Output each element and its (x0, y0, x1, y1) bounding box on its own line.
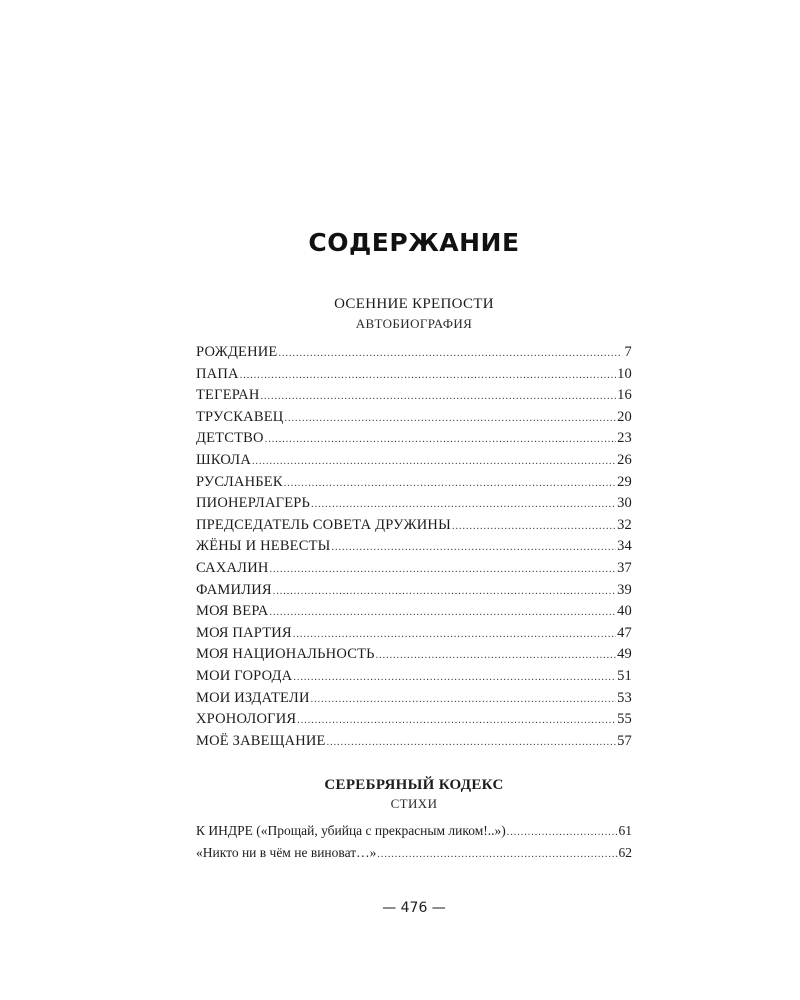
section-subtitle-poems: СТИХИ (390, 796, 438, 811)
toc-page-number: 51 (617, 667, 632, 684)
toc-entry[interactable] (196, 625, 632, 647)
toc-entry-title: МОИ ИЗДАТЕЛИ (196, 689, 310, 706)
toc-entry[interactable] (196, 517, 632, 539)
toc-page-number: 47 (617, 624, 632, 641)
toc-page-number: 20 (617, 408, 632, 425)
toc-entry[interactable] (196, 668, 632, 690)
toc-page-number: 40 (617, 603, 632, 620)
dot-leader (279, 348, 622, 359)
section-subtitle-autobiography: АВТОБИОГРАФИЯ (355, 316, 473, 331)
toc-entry-title: МОЯ НАЦИОНАЛЬНОСТЬ (196, 646, 375, 663)
toc-entry[interactable] (196, 430, 632, 452)
dot-leader (332, 542, 617, 553)
dot-leader (270, 564, 617, 575)
toc-entry-title: МОЯ ПАРТИЯ (196, 624, 292, 641)
toc-entry-title: ПИОНЕРЛАГЕРЬ (196, 495, 311, 512)
dot-leader (377, 849, 617, 860)
toc-entry-title: МОЁ ЗАВЕЩАНИЕ (196, 732, 326, 749)
dot-leader (297, 715, 616, 726)
toc-page-number: 29 (617, 473, 632, 490)
dot-leader (261, 391, 617, 402)
toc-entry-title: РУСЛАНБЕК (196, 473, 283, 490)
toc-entry[interactable] (196, 603, 632, 625)
toc-page-number: 62 (618, 845, 632, 860)
dot-leader (252, 456, 616, 467)
toc-entry-title: ТЕГЕРАН (196, 387, 260, 404)
toc-entry-title: МОЯ ВЕРА (196, 603, 269, 620)
toc-entry[interactable] (196, 690, 632, 712)
toc-page-number: 23 (617, 430, 632, 447)
toc-entry[interactable] (196, 452, 632, 474)
dot-leader (507, 827, 618, 838)
toc-entry[interactable] (196, 845, 632, 867)
toc-page-number: 55 (617, 711, 632, 728)
dot-leader (269, 607, 616, 618)
toc-page-number: 57 (617, 732, 632, 749)
toc-entry-title: ПАПА (196, 365, 239, 382)
toc-page-number: 37 (617, 559, 632, 576)
dot-leader (284, 413, 616, 424)
toc-entry-title: ШКОЛА (196, 451, 251, 468)
toc-page-number: 16 (617, 387, 632, 404)
section-title-autumn-fortresses: ОСЕННИЕ КРЕПОСТИ (334, 296, 494, 312)
toc-list-autobiography (196, 344, 632, 754)
dot-leader (265, 434, 616, 445)
toc-entry-title: РОЖДЕНИЕ (196, 344, 278, 360)
toc-entry[interactable] (196, 366, 632, 388)
toc-entry-title: ХРОНОЛОГИЯ (196, 711, 297, 728)
toc-entry-title: ДЕТСТВО (196, 430, 264, 447)
toc-entry[interactable] (196, 823, 632, 845)
toc-page-number: 34 (617, 538, 632, 555)
dot-leader (376, 650, 616, 661)
toc-list-poems (196, 823, 632, 867)
dot-leader (311, 499, 616, 510)
dot-leader (293, 629, 616, 640)
toc-entry[interactable] (196, 387, 632, 409)
toc-entry[interactable] (196, 711, 632, 733)
toc-entry-title: К ИНДРЕ («Прощай, убийца с прекрасным ликом!..») (196, 823, 506, 838)
toc-page-number: 49 (617, 646, 632, 663)
dot-leader (293, 672, 616, 683)
page-title: СОДЕРЖАНИЕ (308, 228, 520, 257)
toc-entry-title: ЖЁНЫ И НЕВЕСТЫ (196, 538, 331, 555)
dot-leader (452, 521, 616, 532)
toc-page-number: 7 (624, 344, 632, 360)
toc-entry[interactable] (196, 582, 632, 604)
toc-page-number: 30 (617, 495, 632, 512)
toc-entry[interactable] (196, 733, 632, 755)
toc-page-number: 26 (617, 451, 632, 468)
toc-entry[interactable] (196, 495, 632, 517)
dot-leader (311, 694, 616, 705)
toc-entry-title: МОИ ГОРОДА (196, 667, 293, 684)
page-folio: — 476 — (382, 900, 446, 916)
toc-entry[interactable] (196, 344, 632, 366)
toc-page-number: 39 (617, 581, 632, 598)
toc-entry-title: САХАЛИН (196, 559, 269, 576)
toc-entry[interactable] (196, 646, 632, 668)
toc-page-number: 10 (617, 365, 632, 382)
dot-leader (240, 370, 616, 381)
toc-page-number: 53 (617, 689, 632, 706)
toc-entry[interactable] (196, 560, 632, 582)
toc-entry-title: «Никто ни в чём не виноват…» (196, 845, 377, 860)
toc-entry[interactable] (196, 409, 632, 431)
toc-entry-title: ТРУСКАВЕЦ (196, 408, 284, 425)
toc-entry-title: ПРЕДСЕДАТЕЛЬ СОВЕТА ДРУЖИНЫ (196, 516, 451, 533)
toc-page-number: 32 (617, 516, 632, 533)
toc-entry[interactable] (196, 538, 632, 560)
dot-leader (284, 478, 616, 489)
toc-entry-title: ФАМИЛИЯ (196, 581, 272, 598)
dot-leader (273, 586, 616, 597)
dot-leader (327, 737, 616, 748)
toc-page-number: 61 (618, 823, 632, 838)
section-title-silver-codex: СЕРЕБРЯНЫЙ КОДЕКС (324, 777, 504, 793)
toc-entry[interactable] (196, 474, 632, 496)
